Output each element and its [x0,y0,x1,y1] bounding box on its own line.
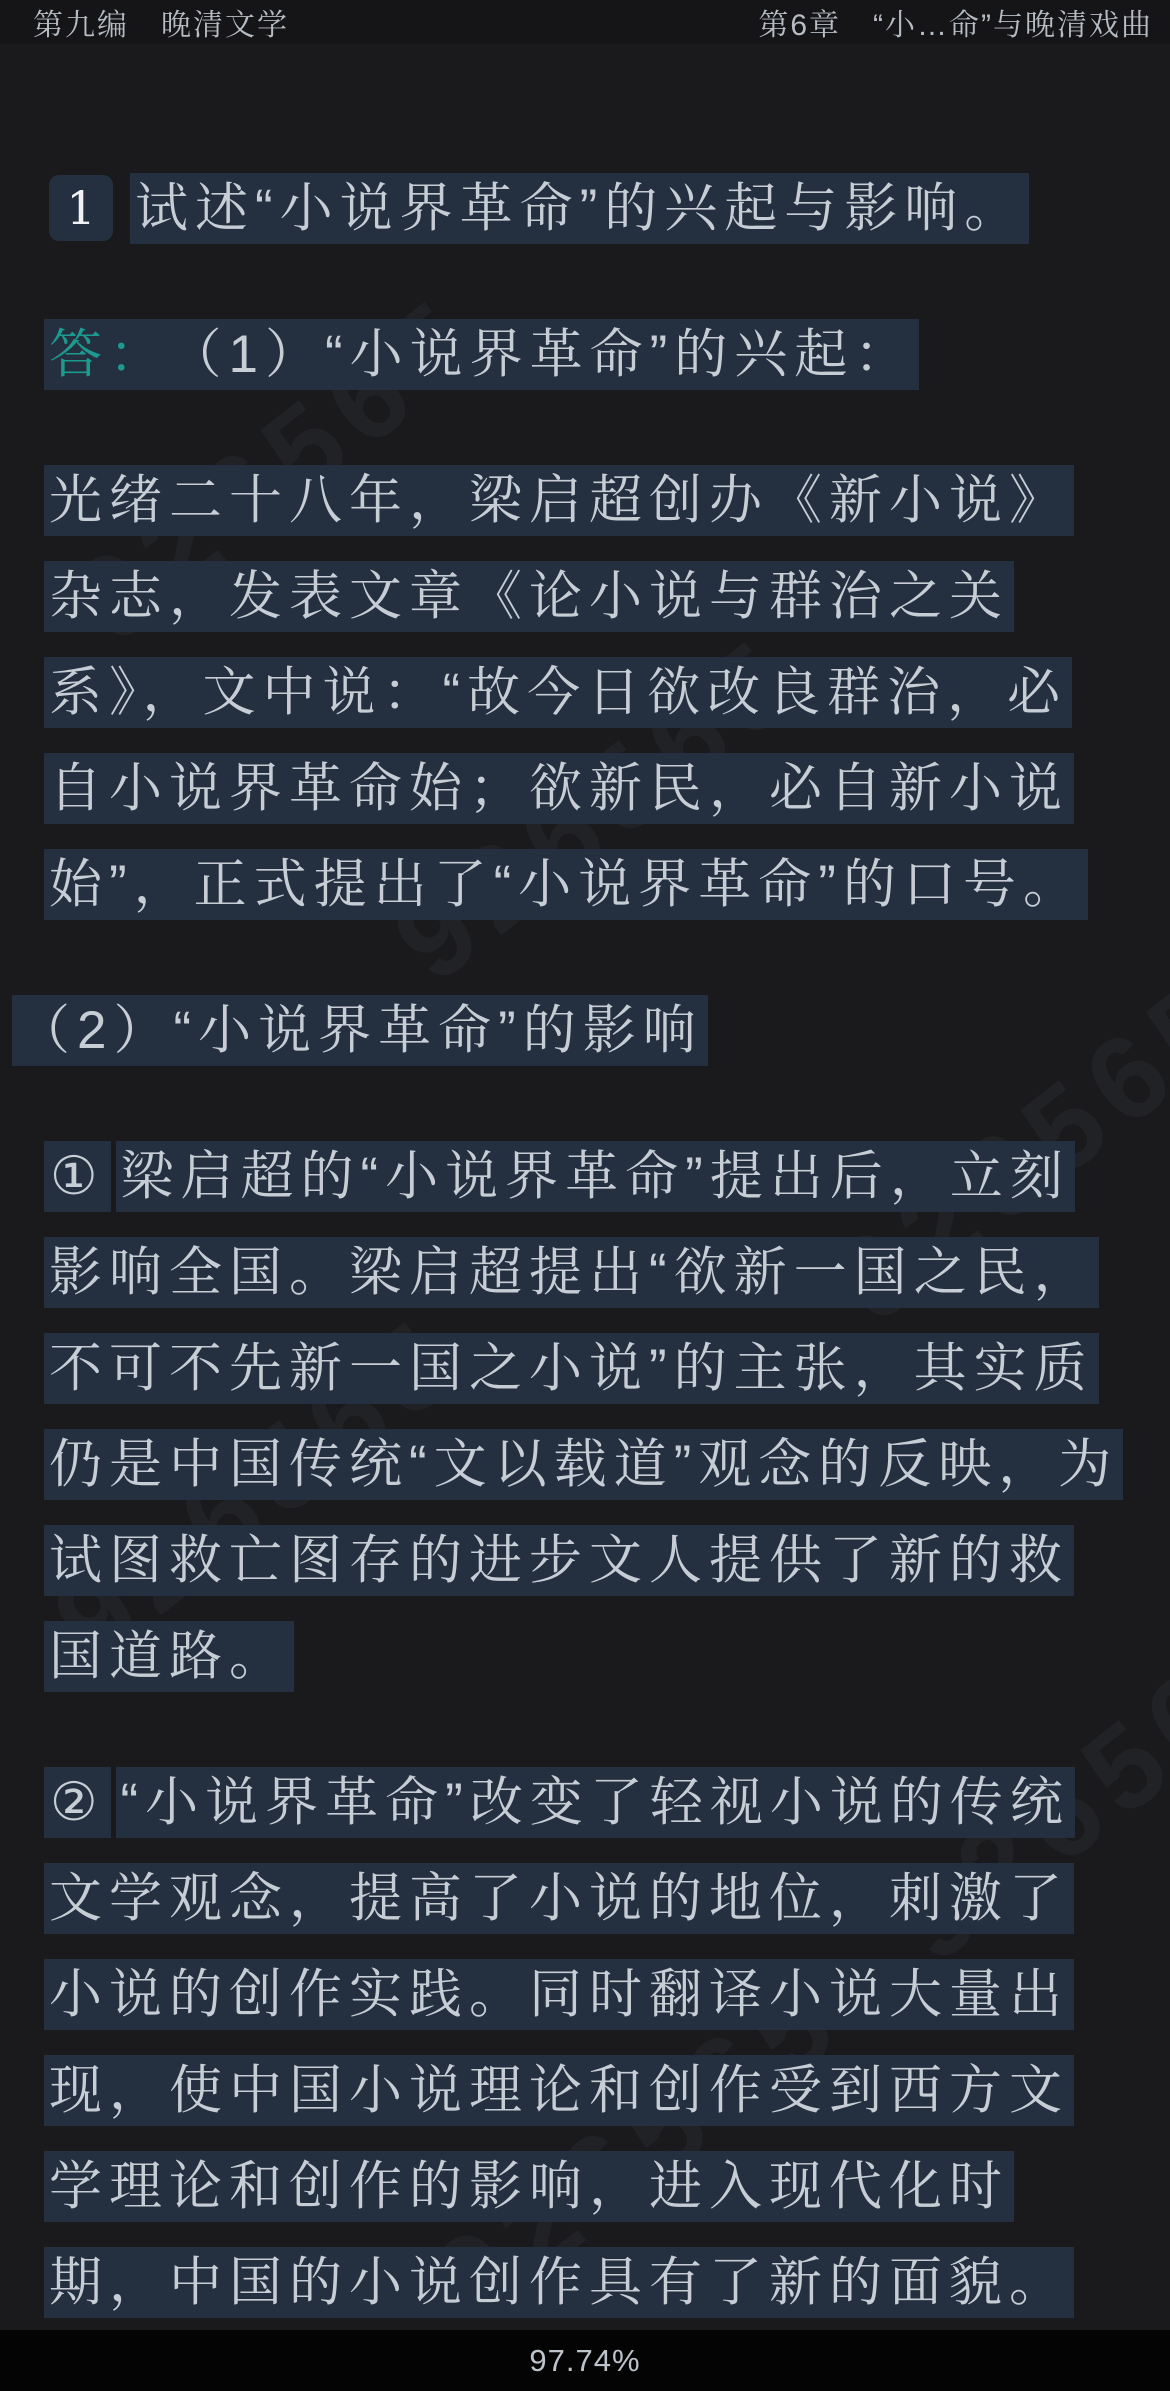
reader-page[interactable] [0,44,1170,2330]
paragraph-line: 现，使中国小说理论和创作受到西方文 [44,2042,1170,2138]
paragraph-line: 学理论和创作的影响，进入现代化时 [44,2138,1170,2234]
paragraph-line: 光绪二十八年，梁启超创办《新小说》 [44,452,1170,548]
paragraph-line: 杂志，发表文章《论小说与群治之关 [44,548,1170,644]
paragraph-line: 国道路。 [44,1608,1170,1704]
item-marker: ① [44,1141,111,1212]
paragraph-line: 小说的创作实践。同时翻译小说大量出 [44,1946,1170,2042]
item-marker: ② [44,1767,111,1838]
paragraph-line: 文学观念，提高了小说的地位，刺激了 [44,1850,1170,1946]
paragraph-line: 不可不先新一国之小说”的主张，其实质 [44,1320,1170,1416]
question-row [49,160,1170,256]
answer-intro: （1）“小说界革命”的兴起： [195,324,915,384]
paragraph-line: ① 梁启超的“小说界革命”提出后，立刻 [44,1128,1170,1224]
paragraph-line: 始”，正式提出了“小说界革命”的口号。 [44,836,1170,932]
subheading-2: （2）“小说界革命”的影响 [12,982,1170,1078]
item-2 [0,1754,1170,2330]
paragraph-line: 试图救亡图存的进步文人提供了新的救 [44,1512,1170,1608]
progress-indicator: 97.74% [529,2342,641,2378]
paragraph-1 [0,452,1170,932]
item-1 [0,1128,1170,1704]
paragraph-line: 系》，文中说：“故今日欲改良群治，必 [44,644,1170,740]
answer-intro-line [44,306,1170,402]
question-text: 试述“小说界革命”的兴起与影响。 [130,173,1029,244]
paragraph-line: 仍是中国传统“文以载道”观念的反映，为 [44,1416,1170,1512]
paragraph-line: 自小说界革命始；欲新民，必自新小说 [44,740,1170,836]
footer-bar [0,2330,1170,2391]
header-right-title: 第6章 “小…命”与晚清戏曲 [758,9,1153,42]
paragraph-line: 影响全国。梁启超提出“欲新一国之民， [44,1224,1170,1320]
paragraph-line: 期，中国的小说创作具有了新的面貌。 [44,2234,1170,2330]
reader-header [0,0,1170,44]
paragraph-line: ② “小说界革命”改变了轻视小说的传统 [44,1754,1170,1850]
answer-label: 答： [49,324,169,384]
header-left-title: 第九编 晚清文学 [33,9,289,42]
question-number-badge: 1 [49,175,113,241]
